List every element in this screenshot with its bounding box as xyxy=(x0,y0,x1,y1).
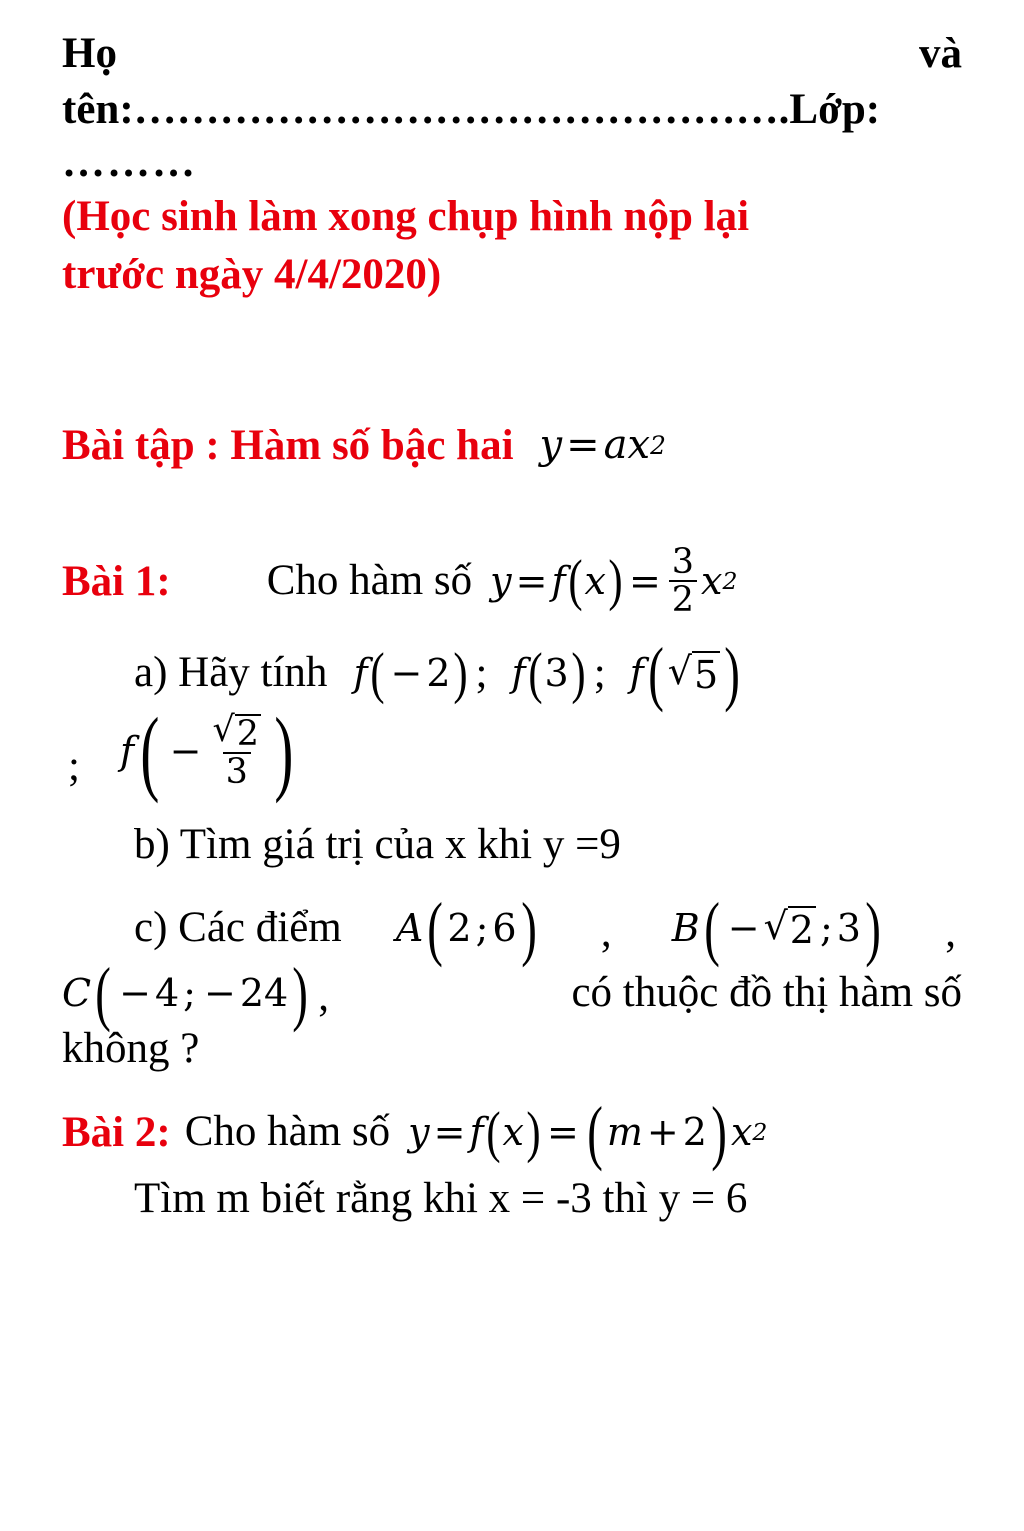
point-B: B ( − √ 2 ; 3 ) xyxy=(671,887,881,968)
bai2-intro: Cho hàm số xyxy=(184,1108,391,1156)
sep-c2: , xyxy=(945,908,956,956)
sep-3: ; xyxy=(68,743,80,791)
bai1-c-row2 xyxy=(62,952,962,1033)
sep-c1: , xyxy=(600,908,612,956)
f-of-sqrt5: f ( √ 5 ) xyxy=(629,633,741,714)
student-name-header xyxy=(62,26,962,82)
sep-c3: , xyxy=(318,973,329,1021)
bai1-intro: Cho hàm số xyxy=(266,556,473,604)
bai1-part-c-row xyxy=(62,887,962,968)
sep-2: ; xyxy=(593,649,606,697)
bai2-row xyxy=(62,1092,962,1173)
bai2-row2 xyxy=(62,1171,962,1228)
point-A: A ( 2 ; 6 ) xyxy=(395,887,537,968)
bai1-a-row2 xyxy=(62,698,962,805)
sep-1: ; xyxy=(475,649,488,697)
title-formula: y = ax 2 xyxy=(539,422,666,469)
frac-denominator: 2 xyxy=(669,580,697,619)
point-C: C ( − 4 ; − 24 ) xyxy=(62,952,309,1033)
exercise-title-label: Bài tập : Hàm số bậc hai xyxy=(62,421,514,469)
bai1-b-text: b) Tìm giá trị của x khi y =9 xyxy=(134,821,621,869)
bai1-c-tail2: không ? xyxy=(62,1025,200,1073)
and-label: và xyxy=(919,30,962,77)
frac-numerator: 3 xyxy=(671,541,695,582)
bai1-part-a-row xyxy=(62,633,962,714)
bai2-line2: Tìm m biết rằng khi x = -3 thì y = 6 xyxy=(134,1174,748,1222)
name-class-line: tên:……………………………………….Lớp: xyxy=(62,85,881,133)
bai2-label: Bài 2: xyxy=(62,1108,171,1156)
bai2-formula: y = f ( x ) = ( m + 2 ) x 2 xyxy=(408,1092,768,1173)
bai1-c-tail: có thuộc đồ thị hàm số xyxy=(571,968,962,1016)
f-of-minus-2: f ( − 2 ) xyxy=(353,641,468,705)
bai1-label: Bài 1: xyxy=(62,557,171,605)
bai1-a-label: a) Hãy tính xyxy=(134,648,328,696)
name-label: Họ xyxy=(62,30,117,77)
exercise-title-row xyxy=(62,421,962,470)
bai1-formula: y = f ( x ) = $\frac{3}{2}$ x 2 xyxy=(490,541,738,621)
submission-notice-line1: (Học sinh làm xong chụp hình nộp lại xyxy=(62,192,750,240)
bai1-row xyxy=(62,541,962,621)
f-of-minus-sqrt2-over-3: f ( − √ 2 3 ) xyxy=(119,698,294,805)
bai1-part-b-row xyxy=(62,817,962,874)
f-of-3: f ( 3 ) xyxy=(511,641,586,705)
submission-notice-line2: trước ngày 4/4/2020) xyxy=(62,250,442,298)
bai1-c-label: c) Các điểm xyxy=(134,903,342,951)
class-dots: ……… xyxy=(62,138,197,186)
